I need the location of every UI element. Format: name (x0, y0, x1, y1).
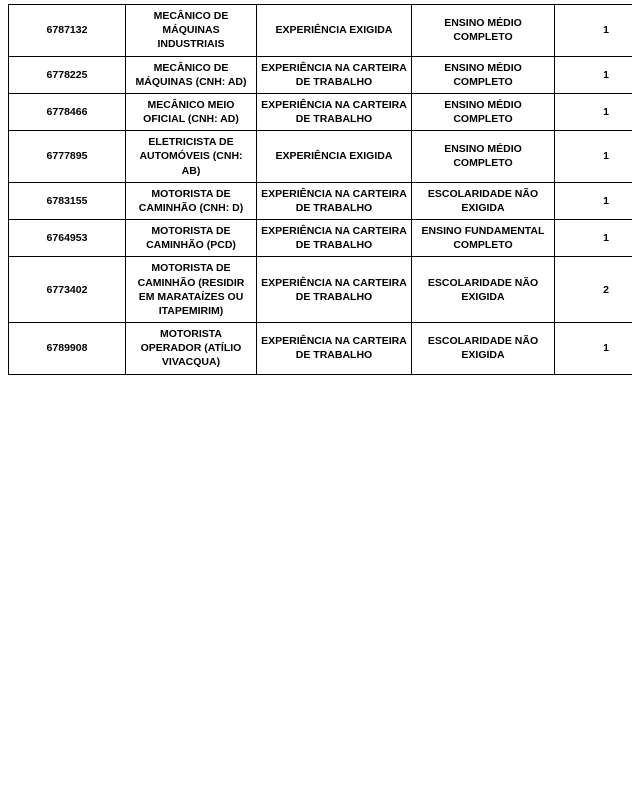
table-row (9, 182, 632, 219)
cell-role: MOTORISTA OPERADOR (ATÍLIO VIVACQUA) (126, 323, 257, 375)
cell-education: ENSINO MÉDIO COMPLETO (412, 56, 555, 93)
cell-quantity: 2 (555, 257, 632, 323)
cell-role: MOTORISTA DE CAMINHÃO (RESIDIR EM MARATAÍZES OU ITAPEMIRIM) (126, 257, 257, 323)
cell-role: ELETRICISTA DE AUTOMÓVEIS (CNH: AB) (126, 131, 257, 183)
cell-education: ENSINO MÉDIO COMPLETO (412, 93, 555, 130)
cell-education: ESCOLARIDADE NÃO EXIGIDA (412, 323, 555, 375)
cell-role: MECÂNICO DE MÁQUINAS (CNH: AD) (126, 56, 257, 93)
cell-quantity: 1 (555, 220, 632, 257)
table-row (9, 93, 632, 130)
cell-code: 6777895 (9, 131, 126, 183)
cell-quantity: 1 (555, 131, 632, 183)
table-row (9, 5, 632, 57)
cell-education: ESCOLARIDADE NÃO EXIGIDA (412, 257, 555, 323)
vacancy-table (8, 4, 632, 375)
cell-role: MECÂNICO MEIO OFICIAL (CNH: AD) (126, 93, 257, 130)
cell-experience: EXPERIÊNCIA NA CARTEIRA DE TRABALHO (257, 257, 412, 323)
cell-code: 6773402 (9, 257, 126, 323)
cell-code: 6778466 (9, 93, 126, 130)
cell-experience: EXPERIÊNCIA NA CARTEIRA DE TRABALHO (257, 323, 412, 375)
cell-quantity: 1 (555, 182, 632, 219)
cell-role: MECÂNICO DE MÁQUINAS INDUSTRIAIS (126, 5, 257, 57)
cell-code: 6764953 (9, 220, 126, 257)
cell-role: MOTORISTA DE CAMINHÃO (PCD) (126, 220, 257, 257)
cell-education: ESCOLARIDADE NÃO EXIGIDA (412, 182, 555, 219)
cell-quantity: 1 (555, 56, 632, 93)
cell-quantity: 1 (555, 323, 632, 375)
cell-code: 6789908 (9, 323, 126, 375)
cell-code: 6787132 (9, 5, 126, 57)
table-row (9, 257, 632, 323)
cell-experience: EXPERIÊNCIA NA CARTEIRA DE TRABALHO (257, 56, 412, 93)
cell-experience: EXPERIÊNCIA EXIGIDA (257, 5, 412, 57)
table-row (9, 220, 632, 257)
cell-education: ENSINO MÉDIO COMPLETO (412, 131, 555, 183)
cell-role: MOTORISTA DE CAMINHÃO (CNH: D) (126, 182, 257, 219)
cell-education: ENSINO FUNDAMENTAL COMPLETO (412, 220, 555, 257)
cell-experience: EXPERIÊNCIA NA CARTEIRA DE TRABALHO (257, 93, 412, 130)
cell-experience: EXPERIÊNCIA EXIGIDA (257, 131, 412, 183)
cell-experience: EXPERIÊNCIA NA CARTEIRA DE TRABALHO (257, 220, 412, 257)
table-row (9, 131, 632, 183)
cell-quantity: 1 (555, 5, 632, 57)
cell-education: ENSINO MÉDIO COMPLETO (412, 5, 555, 57)
cell-code: 6778225 (9, 56, 126, 93)
table-row (9, 323, 632, 375)
table-row (9, 56, 632, 93)
table-body (9, 5, 632, 375)
cell-code: 6783155 (9, 182, 126, 219)
cell-experience: EXPERIÊNCIA NA CARTEIRA DE TRABALHO (257, 182, 412, 219)
cell-quantity: 1 (555, 93, 632, 130)
